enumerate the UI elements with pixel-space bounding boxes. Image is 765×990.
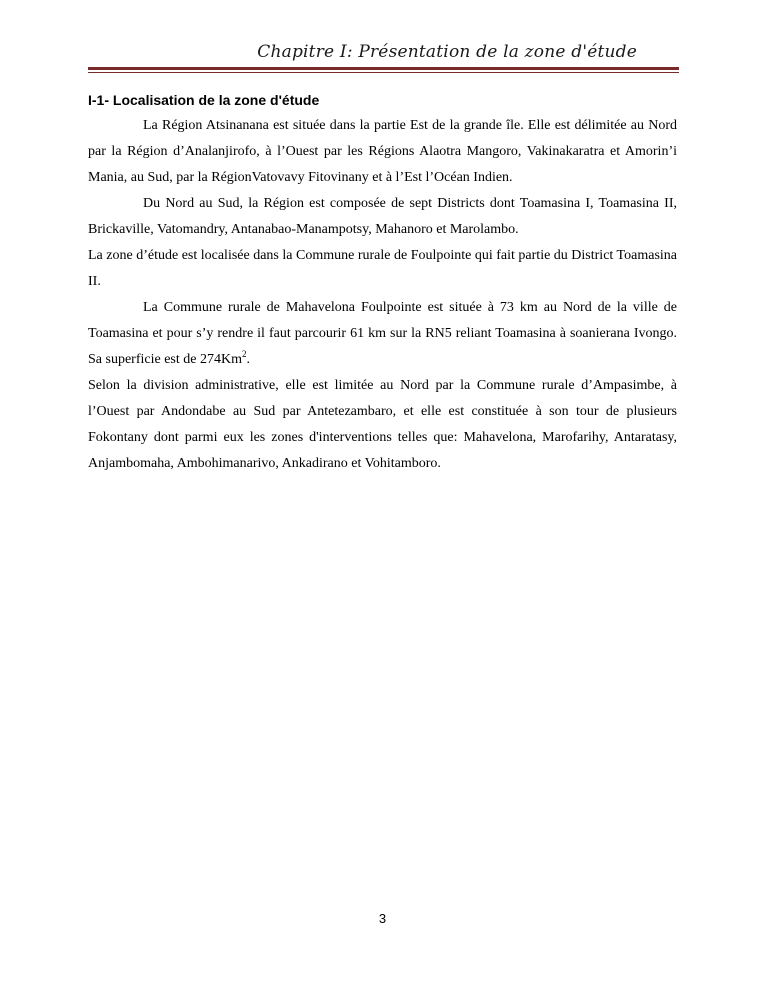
page-number: 3 <box>378 911 387 926</box>
header-rule-thin <box>88 72 679 73</box>
commune-description-text: La Commune rurale de Mahavelona Foulpointe est située à 73 km au Nord de la ville de Toamasina et pour s’y rendre il faut parcourir 61 km sur la RN5 reliant Toamasina à soanierana Ivongo. Sa superficie est de 274Km <box>88 300 677 367</box>
body-text <box>88 113 677 477</box>
paragraph-study-zone: La zone d’étude est localisée dans la Commune rurale de Foulpointe qui fait partie du District Toamasina II. <box>88 248 677 289</box>
paragraph-region-location: La Région Atsinanana est située dans la partie Est de la grande île. Elle est délimitée au Nord par la Région d’Analanjirofo, à l’Ouest par les Régions Alaotra Mangoro, Vakinakaratra et Amorin’i Mania, au Sud, par la RégionVatovavy Fitovinany et à l’Est l’Océan Indien. <box>88 118 677 185</box>
paragraph-commune-description <box>88 295 677 373</box>
header-rule-thick <box>88 67 679 70</box>
commune-description-end: . <box>246 352 250 367</box>
chapter-header-title: Chapitre I: Présentation de la zone d'étude <box>257 42 637 62</box>
paragraph-region-districts: Du Nord au Sud, la Région est composée de sept Districts dont Toamasina I, Toamasina II, Brickaville, Vatomandry, Antanabao-Manampotsy, Mahanoro et Marolambo. <box>88 196 677 237</box>
section-heading: I-1- Localisation de la zone d'étude <box>88 92 320 108</box>
superscript-squared: 2 <box>241 349 247 359</box>
paragraph-administrative-division: Selon la division administrative, elle est limitée au Nord par la Commune rurale d’Ampasimbe, à l’Ouest par Andondabe au Sud par Antetezambaro, et elle est constituée à son tour de plusieurs Fokontany dont parmi eux les zones d'interventions telles que: Mahavelona, Marofarihy, Antaratasy, Anjambomaha, Ambohimanarivo, Ankadirano et Vohitamboro. <box>88 378 677 471</box>
